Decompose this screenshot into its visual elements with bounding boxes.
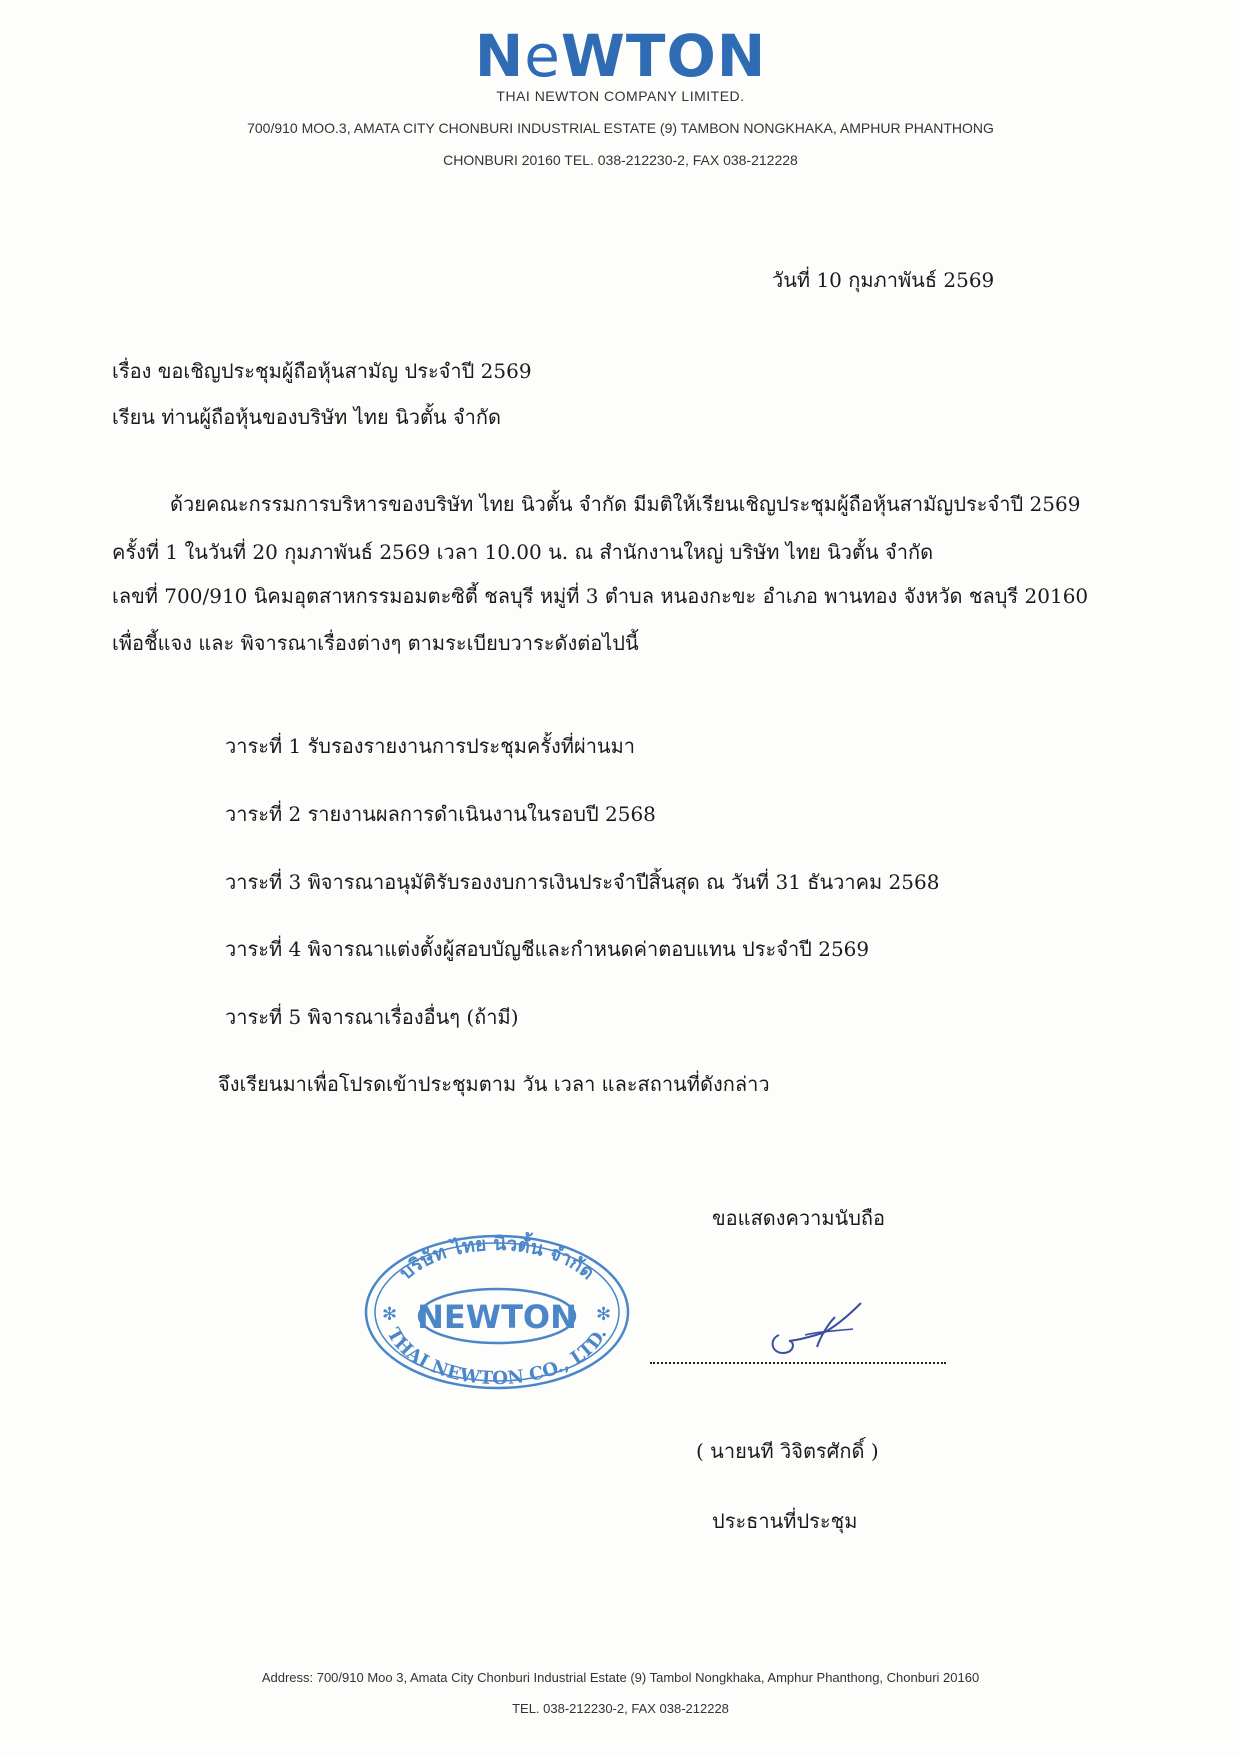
logo-part: e <box>524 22 561 90</box>
agenda-item: วาระที่ 3 พิจารณาอนุมัติรับรองงบการเงินประจำปีสิ้นสุด ณ วันที่ 31 ธันวาคม 2568 <box>225 870 940 894</box>
letter-date: วันที่ 10 กุมภาพันธ์ 2569 <box>772 268 995 292</box>
letter-recipient: เรียน ท่านผู้ถือหุ้นของบริษัท ไทย นิวตั้น จำกัด <box>112 405 502 429</box>
stamp-bottom-text: THAI NEWTON CO., LTD. <box>382 1324 612 1390</box>
signer-title: ประธานที่ประชุม <box>712 1509 858 1533</box>
body-line: ด้วยคณะกรรมการบริหารของบริษัท ไทย นิวตั้น จำกัด มีมติให้เรียนเชิญประชุมผู้ถือหุ้นสามัญประจำปี 2569 <box>170 492 1081 516</box>
body-line: ครั้งที่ 1 ในวันที่ 20 กุมภาพันธ์ 2569 เวลา 10.00 น. ณ สำนักงานใหญ่ บริษัท ไทย นิวตั้น จำกัด <box>112 540 934 564</box>
regards: ขอแสดงความนับถือ <box>712 1206 886 1230</box>
agenda-item: วาระที่ 4 พิจารณาแต่งตั้งผู้สอบบัญชีและกำหนดค่าตอบแทน ประจำปี 2569 <box>225 937 870 961</box>
company-logo <box>0 22 1241 90</box>
stamp-top-text: บริษัท ไทย นิวตั้น จำกัด <box>395 1232 599 1285</box>
handwritten-signature <box>765 1295 875 1365</box>
signer-name: ( นายนที วิจิตรศักดิ์ ) <box>696 1439 879 1463</box>
logo-part: N <box>474 22 525 90</box>
footer-address: Address: 700/910 Moo 3, Amata City Chonburi Industrial Estate (9) Tambol Nongkhaka, Amphur Phanthong, Chonburi 20160 <box>261 1670 980 1685</box>
body-line: เลขที่ 700/910 นิคมอุตสาหกรรมอมตะซิตี้ ชลบุรี หมู่ที่ 3 ตำบล หนองกะขะ อำเภอ พานทอง จังหวัด ชลบุรี 20160 <box>112 584 1089 608</box>
signature-line <box>650 1362 946 1364</box>
company-name: THAI NEWTON COMPANY LIMITED. <box>496 88 745 104</box>
footer-contact: TEL. 038-212230-2, FAX 038-212228 <box>512 1701 729 1716</box>
star-icon: ✻ <box>382 1304 398 1325</box>
agenda-item: วาระที่ 1 รับรองรายงานการประชุมครั้งที่ผ่านมา <box>225 734 636 758</box>
letterhead-address-line2: CHONBURI 20160 TEL. 038-212230-2, FAX 038-212228 <box>443 152 798 168</box>
closing-line: จึงเรียนมาเพื่อโปรดเข้าประชุมตาม วัน เวลา และสถานที่ดังกล่าว <box>218 1072 770 1096</box>
body-line: เพื่อชี้แจง และ พิจารณาเรื่องต่างๆ ตามระเบียบวาระดังต่อไปนี้ <box>112 631 639 655</box>
star-icon: ✻ <box>596 1304 612 1325</box>
letter-subject: เรื่อง ขอเชิญประชุมผู้ถือหุ้นสามัญ ประจำปี 2569 <box>112 359 532 383</box>
stamp-center-text: NEWTON <box>417 1298 577 1336</box>
logo-part: WTON <box>560 22 767 90</box>
company-stamp <box>362 1232 632 1392</box>
letterhead-address-line1: 700/910 MOO.3, AMATA CITY CHONBURI INDUSTRIAL ESTATE (9) TAMBON NONGKHAKA, AMPHUR PHANTHONG <box>247 120 994 136</box>
agenda-item: วาระที่ 2 รายงานผลการดำเนินงานในรอบปี 2568 <box>225 802 656 826</box>
agenda-item: วาระที่ 5 พิจารณาเรื่องอื่นๆ (ถ้ามี) <box>225 1005 519 1029</box>
